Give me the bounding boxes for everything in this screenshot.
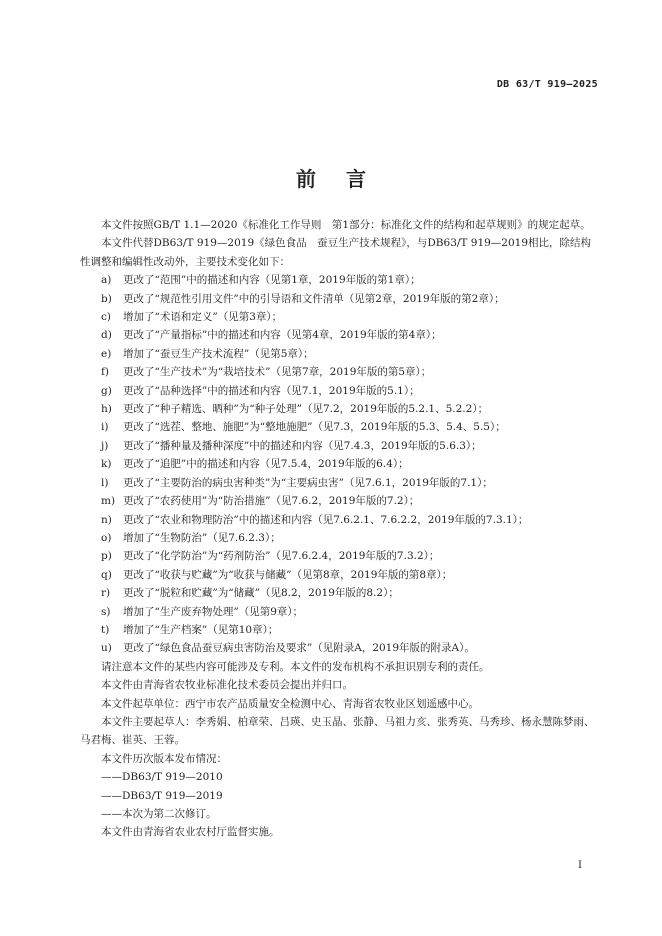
list-item-text: 更改了“化学防治”为“药剂防治”（见7.6.2.4，2019年版的7.3.2）； (123, 550, 440, 563)
list-item (80, 492, 600, 510)
list-item-label: u) (101, 642, 112, 655)
list-item (80, 547, 600, 565)
list-item (80, 455, 600, 473)
list-item (80, 529, 600, 547)
list-item-text: 更改了“农业和物理防治”中的描述和内容（见7.6.2.1、7.6.2.2，2019年版的7.3.1）； (123, 513, 529, 526)
list-item-text: 更改了“绿色食品蚕豆病虫害防治及要求”（见附录A，2019年版的附录A）。 (123, 642, 475, 655)
list-item-label: l) (101, 476, 109, 489)
list-item-text: 更改了“生产技术”为“栽培技术”（见第7章，2019年版的第5章）； (123, 366, 432, 379)
list-item-label: b) (101, 292, 112, 305)
list-item-text: 更改了“种子精选、晒种”为“种子处理”（见7.2，2019年版的5.2.1、5.2.2）； (123, 403, 489, 416)
list-item-text: 更改了“主要防治的病虫害种类”为“主要病虫害”（见7.6.1，2019年版的7.1）； (123, 476, 493, 489)
list-item-label: a) (101, 274, 112, 287)
list-item (80, 382, 600, 400)
list-item-label: g) (101, 384, 112, 397)
list-item-label: r) (101, 587, 111, 600)
title-char-1: 前 (296, 167, 316, 191)
paragraph-replacement: 本文件代替DB63/T 919—2019《绿色食品 蚕豆生产技术规程》，与DB63/T 919—2019相比，除结构性调整和编辑性改动外，主要技术变化如下： (80, 237, 592, 268)
list-item (80, 400, 600, 418)
list-item (80, 363, 600, 381)
page-number: I (578, 860, 582, 871)
list-item (80, 290, 600, 308)
paragraph-history-intro: 本文件历次版本发布情况： (101, 752, 227, 765)
list-item (80, 566, 600, 584)
list-item-text: 更改了“产量指标”中的描述和内容（见第4章，2019年版的第4章）； (123, 329, 442, 342)
list-item-text: 增加了“生物防治”（见7.6.2.3）； (123, 531, 281, 544)
list-item (80, 474, 600, 492)
list-item (80, 437, 600, 455)
changes-list (80, 271, 600, 658)
list-item-text: 更改了“范围”中的描述和内容（见第1章，2019年版的第1章）； (123, 274, 421, 287)
list-item-text: 增加了“生产废弃物处理”（见第9章）； (123, 605, 304, 618)
list-item-label: s) (101, 605, 111, 618)
standard-code: DB 63/T 919—2025 (496, 79, 598, 90)
list-item (80, 418, 600, 436)
page-title (0, 163, 662, 192)
history-item: ——本次为第二次修订。 (101, 808, 217, 820)
list-item-text: 更改了“选茬、整地、施肥”为“整地施肥”（见7.3，2019年版的5.3、5.4、5.5）； (123, 421, 506, 434)
list-item-text: 增加了“术语和定义”（见第3章）； (123, 311, 283, 324)
list-item-label: e) (101, 347, 112, 360)
list-item-label: c) (101, 311, 111, 324)
title-char-2: 言 (346, 167, 366, 191)
list-item (80, 511, 600, 529)
paragraph-drafters: 本文件主要起草人：李秀娟、柏章荣、吕瑛、史玉晶、张静、马祖力亥、张秀英、马秀珍、杨永慧陈梦雨、马君梅、崔英、王蓉。 (80, 715, 595, 747)
list-item-text: 更改了“播种量及播种深度”中的描述和内容（见7.4.3，2019年版的5.6.3）； (123, 439, 482, 452)
list-item (80, 308, 600, 326)
list-item (80, 584, 600, 602)
list-item (80, 639, 600, 657)
foreword-body (80, 216, 600, 842)
list-item-text: 更改了“品种选择”中的描述和内容（见7.1，2019年版的5.1）； (123, 384, 420, 397)
list-item-label: n) (101, 513, 112, 526)
list-item-text: 更改了“农药使用”为“防治措施”（见7.6.2，2019年版的7.2）； (123, 495, 420, 508)
paragraph-patent-notice: 请注意本文件的某些内容可能涉及专利。本文件的发布机构不承担识别专利的责任。 (101, 660, 490, 673)
list-item-text: 增加了“生产档案”（见第10章）； (123, 623, 279, 636)
list-item (80, 271, 600, 289)
list-item-label: f) (101, 366, 109, 379)
list-item-text: 增加了“蚕豆生产技术流程”（见第5章）； (123, 347, 314, 360)
list-item-label: m) (101, 495, 116, 508)
list-item-text: 更改了“规范性引用文件”中的引导语和文件清单（见第2章，2019年版的第2章）； (123, 292, 505, 305)
paragraph-proposer: 本文件由青海省农牧业标准化技术委员会提出并归口。 (101, 679, 353, 692)
list-item-label: i) (101, 421, 109, 434)
list-item-text: 更改了“脱粒和贮藏”为“储藏”（见8.2，2019年版的8.2）； (123, 587, 399, 600)
list-item-label: j) (101, 439, 109, 452)
list-item-label: p) (101, 550, 112, 563)
history-item: ——DB63/T 919—2019 (101, 789, 223, 802)
list-item-label: o) (101, 531, 112, 544)
list-item (80, 345, 600, 363)
list-item-label: d) (101, 329, 112, 342)
list-item (80, 621, 600, 639)
list-item-label: t) (101, 623, 110, 636)
list-item-text: 更改了“追肥”中的描述和内容（见7.5.4，2019年版的6.4）； (123, 458, 409, 471)
history-item: ——DB63/T 919—2010 (101, 771, 223, 784)
paragraph-drafting-units: 本文件起草单位：西宁市农产品质量安全检测中心、青海省农牧业区划遥感中心。 (101, 697, 479, 710)
paragraph-supervision: 本文件由青海省农业农村厅监督实施。 (101, 826, 280, 839)
list-item (80, 326, 600, 344)
list-item-text: 更改了“收获与贮藏”为“收获与储藏”（见第8章，2019年版的第8章）； (123, 568, 453, 581)
paragraph-drafting-basis: 本文件按照GB/T 1.1—2020《标准化工作导则 第1部分：标准化文件的结构和起草规则》的规定起草。 (101, 219, 591, 231)
list-item (80, 603, 600, 621)
list-item-label: q) (101, 568, 112, 581)
list-item-label: k) (101, 458, 112, 471)
list-item-label: h) (101, 403, 112, 416)
